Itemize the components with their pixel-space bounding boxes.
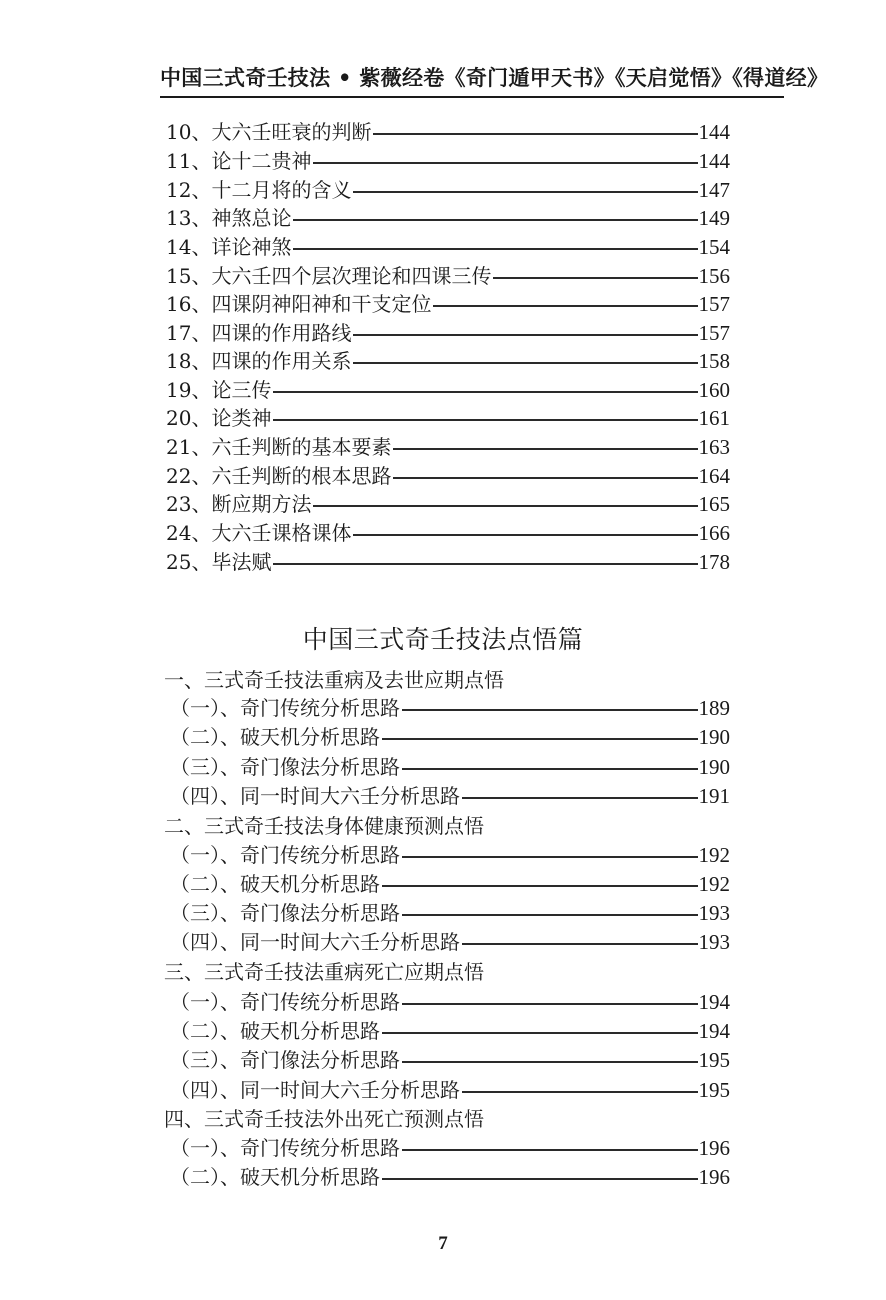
toc-entry-title: 18、四课的作用关系: [166, 349, 352, 373]
toc-entry-title: 25、毕法赋: [166, 550, 272, 574]
toc-subentry: [170, 928, 730, 956]
toc-subentry: [170, 1163, 730, 1191]
toc-entry-title: （四）、同一时间大六壬分析思路: [170, 930, 460, 954]
toc-entry: [166, 319, 730, 347]
toc-leader-line: [273, 391, 697, 393]
toc-leader-line: [313, 505, 697, 507]
toc-leader-line: [353, 334, 697, 336]
section-heading: 二、三式奇壬技法身体健康预测点悟: [164, 814, 484, 838]
toc-entry: [166, 147, 730, 175]
toc-page-number: 194: [698, 990, 730, 1014]
toc-leader-line: [353, 362, 697, 364]
toc-page-number: 157: [698, 321, 730, 345]
toc-page-number: 161: [698, 406, 730, 430]
toc-entry-title: 15、大六壬四个层次理论和四课三传: [166, 264, 492, 288]
toc-page-number: 160: [698, 378, 730, 402]
toc-entry: [166, 462, 730, 490]
toc-entry: [166, 404, 730, 432]
toc-entry-title: （二）、破天机分析思路: [170, 872, 380, 896]
toc-entry: [166, 519, 730, 547]
toc-leader-line: [393, 448, 697, 450]
toc-leader-line: [382, 1032, 698, 1034]
toc-subentry: [170, 1046, 730, 1074]
toc-leader-line: [462, 943, 698, 945]
toc-page-number: 144: [698, 120, 730, 144]
toc-page-number: 158: [698, 349, 730, 373]
toc-entry-title: （二）、破天机分析思路: [170, 1165, 380, 1189]
toc-page-number: 149: [698, 206, 730, 230]
toc-entry: [166, 490, 730, 518]
toc-subentry: [170, 782, 730, 810]
toc-leader-line: [382, 1178, 698, 1180]
toc-entry-title: 21、六壬判断的基本要素: [166, 435, 392, 459]
toc-entry-title: 24、大六壬课格课体: [166, 521, 352, 545]
toc-leader-line: [402, 1003, 698, 1005]
toc-leader-line: [373, 133, 697, 135]
toc-entry: [166, 290, 730, 318]
running-header: 中国三式奇壬技法 • 紫薇经卷《奇门遁甲天书》《天启觉悟》《得道经》: [160, 65, 829, 90]
toc-subentry: [170, 1076, 730, 1104]
toc-leader-line: [402, 856, 698, 858]
toc-entry-title: （三）、奇门像法分析思路: [170, 901, 400, 925]
toc-leader-line: [402, 768, 698, 770]
toc-page-number: 191: [698, 784, 730, 808]
section-heading: 四、三式奇壬技法外出死亡预测点悟: [164, 1107, 484, 1131]
toc-page-number: 164: [698, 464, 730, 488]
toc-page-number: 195: [698, 1078, 730, 1102]
toc-entry-title: 11、论十二贵神: [166, 149, 312, 173]
toc-page-number: 196: [698, 1165, 730, 1189]
toc-entry: [166, 376, 730, 404]
section-heading: 一、三式奇壬技法重病及去世应期点悟: [164, 668, 504, 692]
toc-entry: [166, 176, 730, 204]
toc-page-number: 190: [698, 725, 730, 749]
toc-page-number: 166: [698, 521, 730, 545]
toc-page-number: 157: [698, 292, 730, 316]
toc-page-number: 196: [698, 1136, 730, 1160]
toc-leader-line: [493, 277, 697, 279]
toc-page-number: 194: [698, 1019, 730, 1043]
toc-entry-title: 17、四课的作用路线: [166, 321, 352, 345]
toc-entry-title: 22、六壬判断的根本思路: [166, 464, 392, 488]
toc-page-number: 189: [698, 696, 730, 720]
toc-page-number: 156: [698, 264, 730, 288]
toc-entry-title: 23、断应期方法: [166, 492, 312, 516]
toc-entry-title: （四）、同一时间大六壬分析思路: [170, 1078, 460, 1102]
toc-leader-line: [462, 797, 698, 799]
toc-subentry: [170, 988, 730, 1016]
toc-leader-line: [382, 738, 698, 740]
toc-leader-line: [402, 1149, 698, 1151]
toc-subentry: [170, 1134, 730, 1162]
toc-entry-title: （一）、奇门传统分析思路: [170, 843, 400, 867]
toc-leader-line: [313, 162, 697, 164]
toc-entry: [166, 433, 730, 461]
toc-entry: [166, 262, 730, 290]
toc-subentry: [170, 870, 730, 898]
toc-leader-line: [353, 191, 697, 193]
toc-entry-title: （四）、同一时间大六壬分析思路: [170, 784, 460, 808]
toc-subentry: [170, 1017, 730, 1045]
toc-leader-line: [273, 419, 697, 421]
toc-leader-line: [293, 248, 697, 250]
toc-entry-title: 10、大六壬旺衰的判断: [166, 120, 372, 144]
toc-leader-line: [402, 709, 698, 711]
toc-page-number: 178: [698, 550, 730, 574]
toc-page-number: 147: [698, 178, 730, 202]
toc-entry: [166, 347, 730, 375]
toc-subentry: [170, 694, 730, 722]
toc-page-number: 192: [698, 872, 730, 896]
toc-page-number: 193: [698, 901, 730, 925]
toc-entry: [166, 204, 730, 232]
toc-entry-title: （二）、破天机分析思路: [170, 725, 380, 749]
toc-leader-line: [402, 914, 698, 916]
toc-page-number: 190: [698, 755, 730, 779]
toc-entry-title: 14、详论神煞: [166, 235, 292, 259]
section-heading: 三、三式奇壬技法重病死亡应期点悟: [164, 960, 484, 984]
toc-leader-line: [353, 534, 697, 536]
toc-page-number: 144: [698, 149, 730, 173]
toc-entry-title: 12、十二月将的含义: [166, 178, 352, 202]
page-number: 7: [438, 1233, 448, 1254]
toc-leader-line: [393, 477, 697, 479]
toc-entry-title: 20、论类神: [166, 406, 272, 430]
toc-entry-title: 13、神煞总论: [166, 206, 292, 230]
toc-subentry: [170, 723, 730, 751]
toc-page-number: 193: [698, 930, 730, 954]
toc-page-number: 163: [698, 435, 730, 459]
toc-page-number: 192: [698, 843, 730, 867]
section-title: 中国三式奇壬技法点悟篇: [302, 625, 584, 654]
toc-leader-line: [433, 305, 697, 307]
toc-entry: [166, 118, 730, 146]
toc-subentry: [170, 753, 730, 781]
toc-entry-title: （三）、奇门像法分析思路: [170, 755, 400, 779]
header-rule: [160, 96, 784, 98]
toc-leader-line: [382, 885, 698, 887]
toc-leader-line: [293, 219, 697, 221]
toc-subentry: [170, 899, 730, 927]
toc-entry-title: （一）、奇门传统分析思路: [170, 696, 400, 720]
toc-subentry: [170, 841, 730, 869]
toc-page-number: 154: [698, 235, 730, 259]
toc-entry-title: （一）、奇门传统分析思路: [170, 990, 400, 1014]
toc-leader-line: [402, 1061, 698, 1063]
toc-entry-title: （三）、奇门像法分析思路: [170, 1048, 400, 1072]
toc-page-number: 195: [698, 1048, 730, 1072]
toc-leader-line: [462, 1091, 698, 1093]
toc-entry-title: 19、论三传: [166, 378, 272, 402]
toc-entry-title: （二）、破天机分析思路: [170, 1019, 380, 1043]
toc-entry-title: （一）、奇门传统分析思路: [170, 1136, 400, 1160]
toc-leader-line: [273, 563, 697, 565]
toc-entry: [166, 233, 730, 261]
toc-entry-title: 16、四课阴神阳神和干支定位: [166, 292, 432, 316]
toc-page-number: 165: [698, 492, 730, 516]
toc-entry: [166, 548, 730, 576]
